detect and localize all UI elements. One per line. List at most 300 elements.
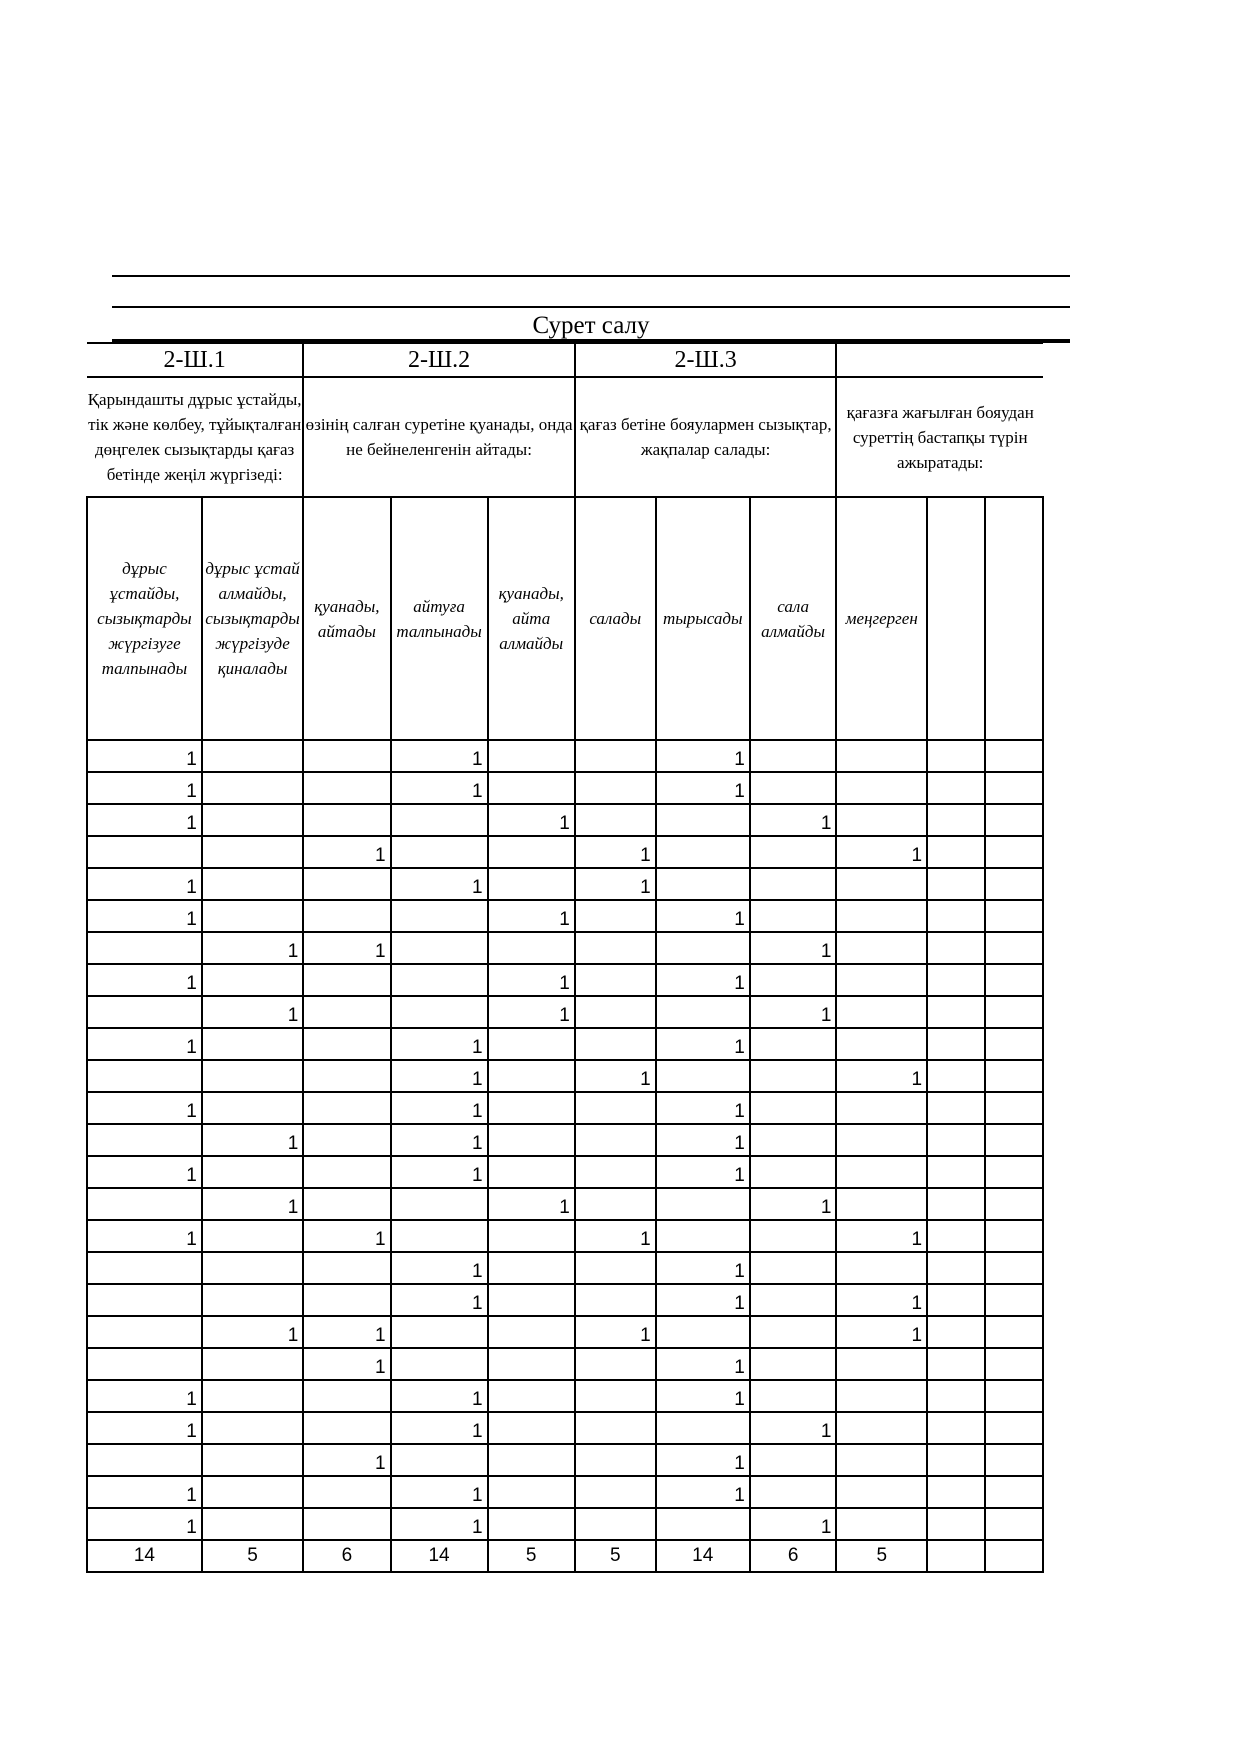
table-cell-empty bbox=[927, 932, 985, 964]
table-cell bbox=[87, 1284, 202, 1316]
group-code-3: 2-Ш.3 bbox=[575, 343, 837, 377]
totals-row bbox=[87, 1540, 1043, 1572]
table-cell-empty bbox=[985, 804, 1043, 836]
criteria-table bbox=[86, 342, 1044, 1573]
table-cell bbox=[303, 1156, 390, 1188]
table-cell: 1 bbox=[656, 740, 750, 772]
table-cell: 1 bbox=[656, 772, 750, 804]
table-cell bbox=[202, 1508, 303, 1540]
table-cell bbox=[303, 1188, 390, 1220]
table-cell: 1 bbox=[656, 1028, 750, 1060]
total-cell: 6 bbox=[750, 1540, 837, 1572]
table-cell: 1 bbox=[202, 1188, 303, 1220]
table-cell bbox=[202, 1444, 303, 1476]
table-cell bbox=[488, 1060, 575, 1092]
table-cell: 1 bbox=[87, 1220, 202, 1252]
table-cell-empty bbox=[927, 1348, 985, 1380]
table-row bbox=[87, 964, 1043, 996]
table-cell-empty bbox=[985, 1412, 1043, 1444]
table-cell bbox=[836, 932, 927, 964]
table-cell: 1 bbox=[303, 1220, 390, 1252]
table-cell bbox=[488, 1252, 575, 1284]
table-cell bbox=[391, 996, 488, 1028]
table-cell-empty bbox=[927, 900, 985, 932]
table-cell bbox=[391, 1316, 488, 1348]
table-row bbox=[87, 804, 1043, 836]
table-cell bbox=[575, 1508, 656, 1540]
table-cell bbox=[303, 1252, 390, 1284]
table-cell-empty bbox=[985, 1508, 1043, 1540]
table-cell-empty bbox=[927, 1476, 985, 1508]
table-row bbox=[87, 1060, 1043, 1092]
table-row bbox=[87, 1028, 1043, 1060]
table-cell-empty bbox=[985, 1380, 1043, 1412]
table-cell-empty bbox=[927, 1124, 985, 1156]
table-cell bbox=[575, 1476, 656, 1508]
table-cell bbox=[303, 868, 390, 900]
table-cell bbox=[575, 1252, 656, 1284]
table-cell bbox=[575, 772, 656, 804]
table-cell: 1 bbox=[750, 932, 837, 964]
table-cell bbox=[575, 740, 656, 772]
table-cell-empty bbox=[927, 1508, 985, 1540]
table-cell bbox=[202, 1380, 303, 1412]
table-row bbox=[87, 1124, 1043, 1156]
table-cell: 1 bbox=[87, 900, 202, 932]
table-cell: 1 bbox=[836, 1220, 927, 1252]
table-cell: 1 bbox=[575, 1060, 656, 1092]
table-cell bbox=[836, 1508, 927, 1540]
table-cell: 1 bbox=[836, 1316, 927, 1348]
group-code-2: 2-Ш.2 bbox=[303, 343, 575, 377]
table-cell bbox=[303, 1028, 390, 1060]
section-title: Сурет салу bbox=[532, 312, 650, 339]
table-cell bbox=[391, 932, 488, 964]
criterion-header: қуанады, айта алмайды bbox=[488, 497, 575, 740]
table-cell-empty bbox=[927, 1252, 985, 1284]
table-cell: 1 bbox=[303, 1444, 390, 1476]
table-cell-empty bbox=[985, 1028, 1043, 1060]
table-cell bbox=[836, 1444, 927, 1476]
table-cell-empty bbox=[985, 1124, 1043, 1156]
table-cell bbox=[391, 804, 488, 836]
table-cell bbox=[575, 1124, 656, 1156]
table-cell bbox=[656, 836, 750, 868]
table-cell: 1 bbox=[391, 1476, 488, 1508]
table-cell-empty bbox=[985, 1348, 1043, 1380]
table-cell bbox=[575, 1156, 656, 1188]
table-cell bbox=[488, 1508, 575, 1540]
table-cell bbox=[488, 772, 575, 804]
table-cell bbox=[750, 1252, 837, 1284]
table-cell: 1 bbox=[391, 740, 488, 772]
table-cell-empty bbox=[985, 1316, 1043, 1348]
table-cell: 1 bbox=[750, 996, 837, 1028]
table-cell: 1 bbox=[202, 996, 303, 1028]
table-cell: 1 bbox=[391, 868, 488, 900]
table-cell: 1 bbox=[656, 1444, 750, 1476]
table-cell bbox=[575, 1348, 656, 1380]
table-cell: 1 bbox=[391, 1252, 488, 1284]
table-cell-empty bbox=[927, 1156, 985, 1188]
table-cell bbox=[488, 1124, 575, 1156]
table-cell: 1 bbox=[391, 1060, 488, 1092]
table-cell-empty bbox=[985, 900, 1043, 932]
table-cell-empty bbox=[985, 1060, 1043, 1092]
table-cell bbox=[303, 1092, 390, 1124]
table-cell bbox=[836, 964, 927, 996]
total-cell: 6 bbox=[303, 1540, 390, 1572]
table-cell-empty bbox=[927, 1220, 985, 1252]
table-cell: 1 bbox=[391, 1284, 488, 1316]
table-cell bbox=[750, 1284, 837, 1316]
table-row bbox=[87, 932, 1043, 964]
table-cell: 1 bbox=[391, 1412, 488, 1444]
table-cell: 1 bbox=[391, 772, 488, 804]
table-cell-empty bbox=[927, 1316, 985, 1348]
table-cell bbox=[836, 1380, 927, 1412]
table-cell bbox=[488, 1412, 575, 1444]
criterion-header: меңгерген bbox=[836, 497, 927, 740]
table-cell: 1 bbox=[87, 1476, 202, 1508]
table-cell bbox=[391, 1348, 488, 1380]
table-cell-empty bbox=[927, 1028, 985, 1060]
table-cell: 1 bbox=[836, 1284, 927, 1316]
table-cell-empty bbox=[985, 1252, 1043, 1284]
table-cell bbox=[836, 900, 927, 932]
table-cell bbox=[836, 1348, 927, 1380]
table-cell: 1 bbox=[656, 1284, 750, 1316]
table-cell bbox=[750, 1444, 837, 1476]
criterion-header: айтуға талпынады bbox=[391, 497, 488, 740]
table-cell bbox=[656, 932, 750, 964]
table-row bbox=[87, 1252, 1043, 1284]
table-cell bbox=[836, 804, 927, 836]
table-row bbox=[87, 1092, 1043, 1124]
table-cell-empty bbox=[927, 996, 985, 1028]
table-cell-empty bbox=[985, 836, 1043, 868]
group-description-2: өзінің салған суретіне қуанады, онда не бейнеленгенін айтады: bbox=[303, 377, 575, 497]
table-row bbox=[87, 1316, 1043, 1348]
table-cell bbox=[303, 1412, 390, 1444]
table-cell bbox=[488, 1092, 575, 1124]
criterion-header-next bbox=[927, 497, 985, 740]
table-cell bbox=[87, 1348, 202, 1380]
criterion-header: тырысады bbox=[656, 497, 750, 740]
table-cell: 1 bbox=[488, 804, 575, 836]
table-cell-empty bbox=[927, 804, 985, 836]
table-cell bbox=[303, 900, 390, 932]
table-cell: 1 bbox=[391, 1124, 488, 1156]
table-cell-empty bbox=[985, 740, 1043, 772]
table-cell bbox=[575, 1284, 656, 1316]
table-cell bbox=[202, 772, 303, 804]
table-cell: 1 bbox=[750, 804, 837, 836]
table-cell-empty bbox=[985, 932, 1043, 964]
table-cell bbox=[391, 1220, 488, 1252]
table-cell bbox=[575, 1444, 656, 1476]
table-cell: 1 bbox=[87, 1092, 202, 1124]
table-cell-empty bbox=[927, 772, 985, 804]
table-cell-empty bbox=[985, 1156, 1043, 1188]
table-cell bbox=[87, 1444, 202, 1476]
table-cell bbox=[575, 996, 656, 1028]
table-cell: 1 bbox=[391, 1092, 488, 1124]
table-cell bbox=[488, 1028, 575, 1060]
total-cell: 5 bbox=[202, 1540, 303, 1572]
table-row bbox=[87, 1284, 1043, 1316]
total-cell-empty bbox=[927, 1540, 985, 1572]
table-row bbox=[87, 1220, 1043, 1252]
table-cell bbox=[391, 900, 488, 932]
table-cell: 1 bbox=[202, 932, 303, 964]
table-cell: 1 bbox=[656, 1092, 750, 1124]
criteria-table-viewport bbox=[87, 342, 1070, 1572]
top-rule bbox=[112, 275, 1070, 277]
table-cell: 1 bbox=[575, 1220, 656, 1252]
table-cell-empty bbox=[927, 740, 985, 772]
table-cell bbox=[488, 1444, 575, 1476]
table-cell bbox=[202, 836, 303, 868]
table-cell bbox=[750, 1220, 837, 1252]
table-cell bbox=[750, 1060, 837, 1092]
table-cell bbox=[303, 804, 390, 836]
table-cell-empty bbox=[927, 836, 985, 868]
table-cell-empty bbox=[927, 1412, 985, 1444]
table-cell-empty bbox=[985, 868, 1043, 900]
table-cell bbox=[750, 1156, 837, 1188]
table-cell bbox=[488, 1476, 575, 1508]
table-cell: 1 bbox=[656, 1124, 750, 1156]
table-cell bbox=[750, 1124, 837, 1156]
table-cell bbox=[488, 868, 575, 900]
table-row bbox=[87, 1508, 1043, 1540]
table-cell bbox=[202, 1092, 303, 1124]
table-cell bbox=[836, 868, 927, 900]
table-cell-empty bbox=[927, 1380, 985, 1412]
table-cell: 1 bbox=[87, 1508, 202, 1540]
total-cell: 5 bbox=[836, 1540, 927, 1572]
table-cell bbox=[836, 1412, 927, 1444]
table-cell bbox=[202, 1028, 303, 1060]
criterion-header: дұрыс ұстай алмайды, сызықтарды жүргізуде қиналады bbox=[202, 497, 303, 740]
table-cell bbox=[303, 1508, 390, 1540]
table-cell bbox=[750, 1348, 837, 1380]
table-cell bbox=[488, 1284, 575, 1316]
table-cell bbox=[836, 1124, 927, 1156]
table-cell: 1 bbox=[87, 868, 202, 900]
table-cell: 1 bbox=[391, 1508, 488, 1540]
table-cell bbox=[575, 1380, 656, 1412]
table-cell: 1 bbox=[750, 1188, 837, 1220]
table-cell bbox=[750, 964, 837, 996]
table-cell: 1 bbox=[656, 964, 750, 996]
table-cell bbox=[202, 868, 303, 900]
table-cell bbox=[750, 900, 837, 932]
table-cell bbox=[87, 1252, 202, 1284]
table-row bbox=[87, 1188, 1043, 1220]
table-cell bbox=[836, 1092, 927, 1124]
table-cell bbox=[575, 1028, 656, 1060]
criterion-header: дұрыс ұстайды, сызықтарды жүргізуге талпынады bbox=[87, 497, 202, 740]
table-cell: 1 bbox=[87, 1380, 202, 1412]
table-cell bbox=[656, 996, 750, 1028]
table-cell-empty bbox=[985, 964, 1043, 996]
table-cell: 1 bbox=[575, 836, 656, 868]
table-cell bbox=[488, 932, 575, 964]
table-cell: 1 bbox=[391, 1028, 488, 1060]
table-cell: 1 bbox=[836, 836, 927, 868]
table-cell bbox=[575, 932, 656, 964]
table-row bbox=[87, 1412, 1043, 1444]
table-cell: 1 bbox=[87, 1412, 202, 1444]
table-cell-empty bbox=[985, 1092, 1043, 1124]
table-cell: 1 bbox=[391, 1156, 488, 1188]
table-cell: 1 bbox=[87, 740, 202, 772]
table-cell: 1 bbox=[488, 964, 575, 996]
table-row bbox=[87, 1476, 1043, 1508]
criterion-header: қуанады, айтады bbox=[303, 497, 390, 740]
table-cell: 1 bbox=[750, 1508, 837, 1540]
table-cell bbox=[202, 1284, 303, 1316]
table-cell: 1 bbox=[656, 900, 750, 932]
table-cell-empty bbox=[985, 1444, 1043, 1476]
table-cell bbox=[750, 836, 837, 868]
table-cell bbox=[488, 1156, 575, 1188]
table-cell bbox=[303, 772, 390, 804]
table-cell bbox=[87, 1316, 202, 1348]
table-cell bbox=[656, 1220, 750, 1252]
table-row bbox=[87, 836, 1043, 868]
table-cell bbox=[836, 1188, 927, 1220]
table-cell-empty bbox=[985, 772, 1043, 804]
table-cell bbox=[750, 772, 837, 804]
criterion-header: салады bbox=[575, 497, 656, 740]
table-cell-empty bbox=[985, 1220, 1043, 1252]
table-cell bbox=[303, 1060, 390, 1092]
table-cell: 1 bbox=[656, 1380, 750, 1412]
table-cell bbox=[303, 1284, 390, 1316]
group-description-1: Қарындашты дұрыс ұстайды, тік және көлбеу, тұйықталған дөңгелек сызықтарды қағаз бетінде жеңіл жүргізеді: bbox=[87, 377, 303, 497]
table-cell bbox=[303, 740, 390, 772]
table-cell bbox=[836, 740, 927, 772]
table-cell-empty bbox=[927, 964, 985, 996]
table-cell bbox=[750, 740, 837, 772]
table-row bbox=[87, 1348, 1043, 1380]
table-cell: 1 bbox=[656, 1348, 750, 1380]
table-cell: 1 bbox=[202, 1316, 303, 1348]
group-description-3: қағаз бетіне бояулармен сызықтар, жақпалар салады: bbox=[575, 377, 837, 497]
table-cell bbox=[836, 1252, 927, 1284]
criterion-header: сала алмайды bbox=[750, 497, 837, 740]
table-cell bbox=[656, 868, 750, 900]
table-cell: 1 bbox=[303, 1348, 390, 1380]
table-cell: 1 bbox=[87, 804, 202, 836]
table-cell bbox=[750, 1316, 837, 1348]
table-cell bbox=[656, 1060, 750, 1092]
table-cell bbox=[836, 996, 927, 1028]
table-cell: 1 bbox=[87, 1028, 202, 1060]
table-row bbox=[87, 1380, 1043, 1412]
table-cell bbox=[303, 1380, 390, 1412]
table-cell-empty bbox=[927, 1060, 985, 1092]
total-cell: 14 bbox=[391, 1540, 488, 1572]
table-cell: 1 bbox=[87, 772, 202, 804]
table-cell-empty bbox=[985, 1284, 1043, 1316]
table-cell bbox=[391, 1444, 488, 1476]
table-cell: 1 bbox=[488, 1188, 575, 1220]
table-row bbox=[87, 1444, 1043, 1476]
table-cell bbox=[656, 1188, 750, 1220]
table-cell bbox=[202, 1412, 303, 1444]
criterion-header-next bbox=[985, 497, 1043, 740]
table-cell: 1 bbox=[303, 932, 390, 964]
table-cell bbox=[488, 1220, 575, 1252]
table-cell bbox=[836, 1476, 927, 1508]
table-cell bbox=[391, 1188, 488, 1220]
table-cell: 1 bbox=[575, 1316, 656, 1348]
table-cell bbox=[575, 964, 656, 996]
table-cell bbox=[656, 1508, 750, 1540]
table-cell bbox=[488, 836, 575, 868]
total-cell: 5 bbox=[575, 1540, 656, 1572]
table-cell: 1 bbox=[303, 1316, 390, 1348]
table-cell bbox=[391, 836, 488, 868]
table-cell bbox=[656, 1412, 750, 1444]
table-cell-empty bbox=[985, 1188, 1043, 1220]
table-cell bbox=[836, 772, 927, 804]
table-row bbox=[87, 868, 1043, 900]
table-cell bbox=[202, 740, 303, 772]
table-cell: 1 bbox=[303, 836, 390, 868]
table-cell bbox=[575, 804, 656, 836]
table-cell bbox=[202, 1156, 303, 1188]
table-cell-empty bbox=[927, 1444, 985, 1476]
table-cell bbox=[750, 1476, 837, 1508]
table-cell bbox=[87, 996, 202, 1028]
total-cell: 14 bbox=[87, 1540, 202, 1572]
table-cell bbox=[836, 1156, 927, 1188]
table-cell: 1 bbox=[656, 1156, 750, 1188]
table-cell-empty bbox=[985, 1476, 1043, 1508]
table-cell bbox=[750, 1092, 837, 1124]
table-cell bbox=[87, 836, 202, 868]
table-cell bbox=[202, 900, 303, 932]
table-cell-empty bbox=[927, 1284, 985, 1316]
table-row bbox=[87, 996, 1043, 1028]
table-cell bbox=[87, 1188, 202, 1220]
table-cell bbox=[391, 964, 488, 996]
table-cell bbox=[750, 1028, 837, 1060]
table-cell bbox=[575, 1188, 656, 1220]
table-cell: 1 bbox=[656, 1476, 750, 1508]
table-cell bbox=[575, 1412, 656, 1444]
table-cell bbox=[87, 1060, 202, 1092]
table-cell bbox=[836, 1028, 927, 1060]
table-cell: 1 bbox=[87, 964, 202, 996]
table-cell-empty bbox=[927, 1188, 985, 1220]
table-cell bbox=[575, 900, 656, 932]
table-cell: 1 bbox=[488, 900, 575, 932]
table-cell bbox=[656, 804, 750, 836]
table-cell bbox=[488, 1348, 575, 1380]
table-cell bbox=[488, 740, 575, 772]
table-cell: 1 bbox=[87, 1156, 202, 1188]
table-cell: 1 bbox=[750, 1412, 837, 1444]
total-cell: 14 bbox=[656, 1540, 750, 1572]
table-cell bbox=[488, 1380, 575, 1412]
table-cell bbox=[303, 1124, 390, 1156]
